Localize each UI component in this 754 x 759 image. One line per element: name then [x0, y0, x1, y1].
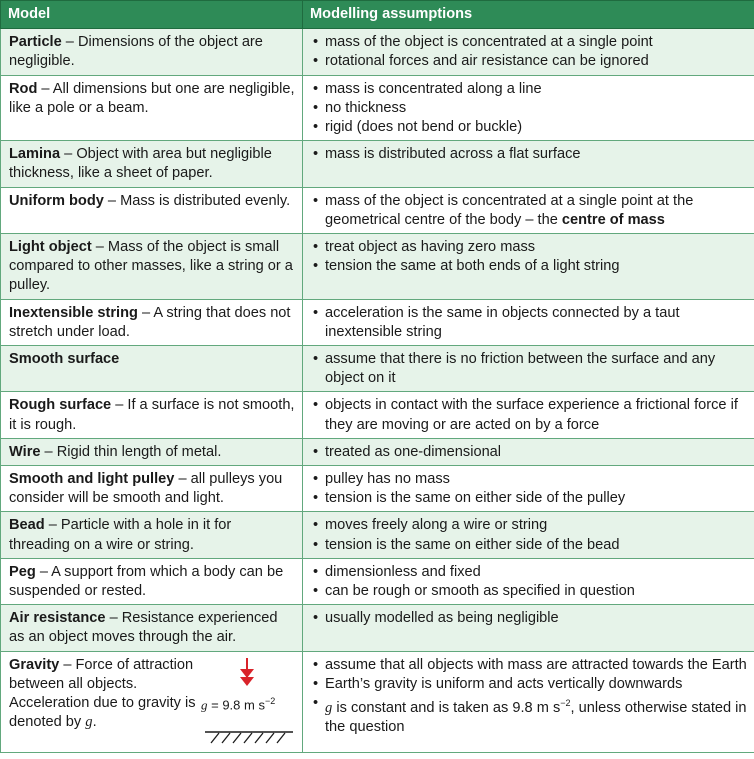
assumptions-cell: [303, 234, 754, 300]
model-desc: – All dimensions but one are negligible, like a pole or a beam.: [9, 80, 295, 116]
model-desc: – A support from which a body can be suspended or rested.: [9, 563, 284, 600]
g-symbol: g: [85, 714, 93, 731]
list-item: [325, 192, 747, 230]
table-row: [1, 438, 754, 465]
list-item: • tension is the same on either side of the bead: [325, 536, 747, 555]
assumptions-cell: [303, 651, 754, 752]
model-cell: [1, 187, 303, 233]
model-term: Lamina: [9, 146, 61, 163]
model-term: Wire: [9, 443, 41, 460]
model-desc: – Dimensions of the object are negligible.: [9, 34, 263, 70]
list-item: • assume that all objects with mass are attracted towards the Earth: [325, 656, 747, 675]
header-row: [1, 1, 754, 29]
list-item: • treated as one-dimensional: [325, 443, 747, 462]
model-cell: [1, 466, 303, 512]
list-item: • tension is the same on either side of the pulley: [325, 489, 747, 508]
assumptions-cell: [303, 392, 754, 438]
assumptions-cell: [303, 605, 754, 651]
model-desc: – Force of attraction between all objects. Acceleration due to gravity is denoted by: [9, 656, 196, 731]
model-term: Air resistance: [9, 610, 106, 627]
model-cell: [1, 558, 303, 604]
model-cell: [1, 651, 303, 752]
gravity-equation: [201, 692, 275, 715]
desc-end: .: [92, 714, 97, 731]
model-cell: [1, 605, 303, 651]
model-desc: – all pulleys you consider will be smooth and light.: [9, 471, 283, 507]
bullet-text: , unless otherwise stated in the question: [325, 699, 747, 736]
model-desc: – Rigid thin length of metal.: [40, 443, 222, 460]
model-cell: [1, 438, 303, 465]
model-term: Uniform body: [9, 192, 104, 209]
model-term: Rough surface: [9, 397, 112, 414]
list-item: • mass of the object is concentrated at a single point: [325, 33, 747, 52]
table-row: [1, 29, 754, 75]
exponent: −2: [560, 698, 571, 709]
list-item: • tension the same at both ends of a light string: [325, 257, 747, 276]
model-term: Smooth and light pulley: [9, 471, 175, 488]
model-cell: [1, 346, 303, 392]
model-cell: [1, 29, 303, 75]
eq-symbol: g: [201, 697, 208, 713]
model-desc: – Resistance experienced as an object moves through the air.: [9, 610, 278, 646]
assumptions-cell: [303, 512, 754, 558]
assumptions-cell: [303, 29, 754, 75]
model-term: Light object: [9, 239, 92, 256]
assumptions-cell: [303, 438, 754, 465]
list-item: • can be rough or smooth as specified in question: [325, 582, 747, 601]
model-cell: [1, 392, 303, 438]
model-cell: [1, 234, 303, 300]
list-item: [325, 694, 747, 737]
table-row: [1, 392, 754, 438]
assumptions-cell: [303, 346, 754, 392]
assumptions-cell: [303, 187, 754, 233]
gravity-description: [9, 656, 199, 733]
model-desc: – If a surface is not smooth, it is rough.: [9, 397, 295, 433]
model-cell: [1, 141, 303, 187]
table-row: [1, 605, 754, 651]
table-row: [1, 187, 754, 233]
model-desc: – Mass of the object is small compared to other masses, like a string or a pulley.: [9, 239, 293, 294]
model-term: Bead: [9, 517, 45, 534]
bullet-text: mass of the object is concentrated at a single point at the geometrical centre of the body – the: [325, 192, 694, 228]
eq-exponent: −2: [264, 695, 276, 706]
g-symbol: g: [325, 699, 333, 716]
list-item: • dimensionless and fixed: [325, 563, 747, 582]
assumptions-cell: [303, 75, 754, 141]
model-term: Gravity: [9, 656, 60, 673]
list-item: • objects in contact with the surface experience a frictional force if they are moving or are acted on by a force: [325, 396, 747, 434]
arrow-head-upper: [240, 669, 254, 678]
model-desc: – Mass is distributed evenly.: [103, 192, 291, 209]
table-row-gravity: [1, 651, 754, 752]
table-row: [1, 234, 754, 300]
list-item: • moves freely along a wire or string: [325, 516, 747, 535]
table-row: [1, 512, 754, 558]
centre-of-mass-term: centre of mass: [561, 211, 665, 228]
model-cell: [1, 299, 303, 345]
list-item: • no thickness: [325, 99, 747, 118]
list-item: • pulley has no mass: [325, 470, 747, 489]
table-row: [1, 75, 754, 141]
table-row: [1, 141, 754, 187]
assumptions-cell: [303, 558, 754, 604]
table-row: [1, 299, 754, 345]
header-assumptions: Modelling assumptions: [303, 1, 754, 29]
table-row: [1, 558, 754, 604]
list-item: • assume that there is no friction between the surface and any object on it: [325, 350, 747, 388]
list-item: • Earth’s gravity is uniform and acts vertically downwards: [325, 675, 747, 694]
assumptions-cell: [303, 299, 754, 345]
header-model: Model: [1, 1, 303, 29]
gravity-diagram: [197, 656, 297, 746]
model-term: Particle: [9, 34, 62, 51]
table-row: [1, 346, 754, 392]
model-term: Smooth surface: [9, 351, 120, 368]
model-cell: [1, 512, 303, 558]
list-item: • treat object as having zero mass: [325, 238, 747, 257]
list-item: • rotational forces and air resistance can be ignored: [325, 52, 747, 71]
arrow-head-lower: [240, 677, 254, 686]
model-term: Rod: [9, 80, 38, 97]
eq-value: = 9.8 m s: [207, 697, 265, 713]
table-row: [1, 466, 754, 512]
list-item: • mass is concentrated along a line: [325, 80, 747, 99]
list-item: • usually modelled as being negligible: [325, 609, 747, 628]
model-term: Peg: [9, 563, 36, 580]
model-cell: [1, 75, 303, 141]
model-desc: – Particle with a hole in it for threading on a wire or string.: [9, 517, 232, 553]
bullet-text: is constant and is taken as 9.8 m s: [332, 699, 561, 716]
model-desc: – A string that does not stretch under load.: [9, 304, 291, 340]
list-item: • mass is distributed across a flat surface: [325, 145, 747, 164]
assumptions-cell: [303, 141, 754, 187]
assumptions-cell: [303, 466, 754, 512]
list-item: • acceleration is the same in objects connected by a taut inextensible string: [325, 304, 747, 342]
model-term: Inextensible string: [9, 304, 138, 321]
list-item: • rigid (does not bend or buckle): [325, 118, 747, 137]
model-desc: – Object with area but negligible thickness, like a sheet of paper.: [9, 146, 272, 182]
ground-hatching: [211, 733, 285, 743]
